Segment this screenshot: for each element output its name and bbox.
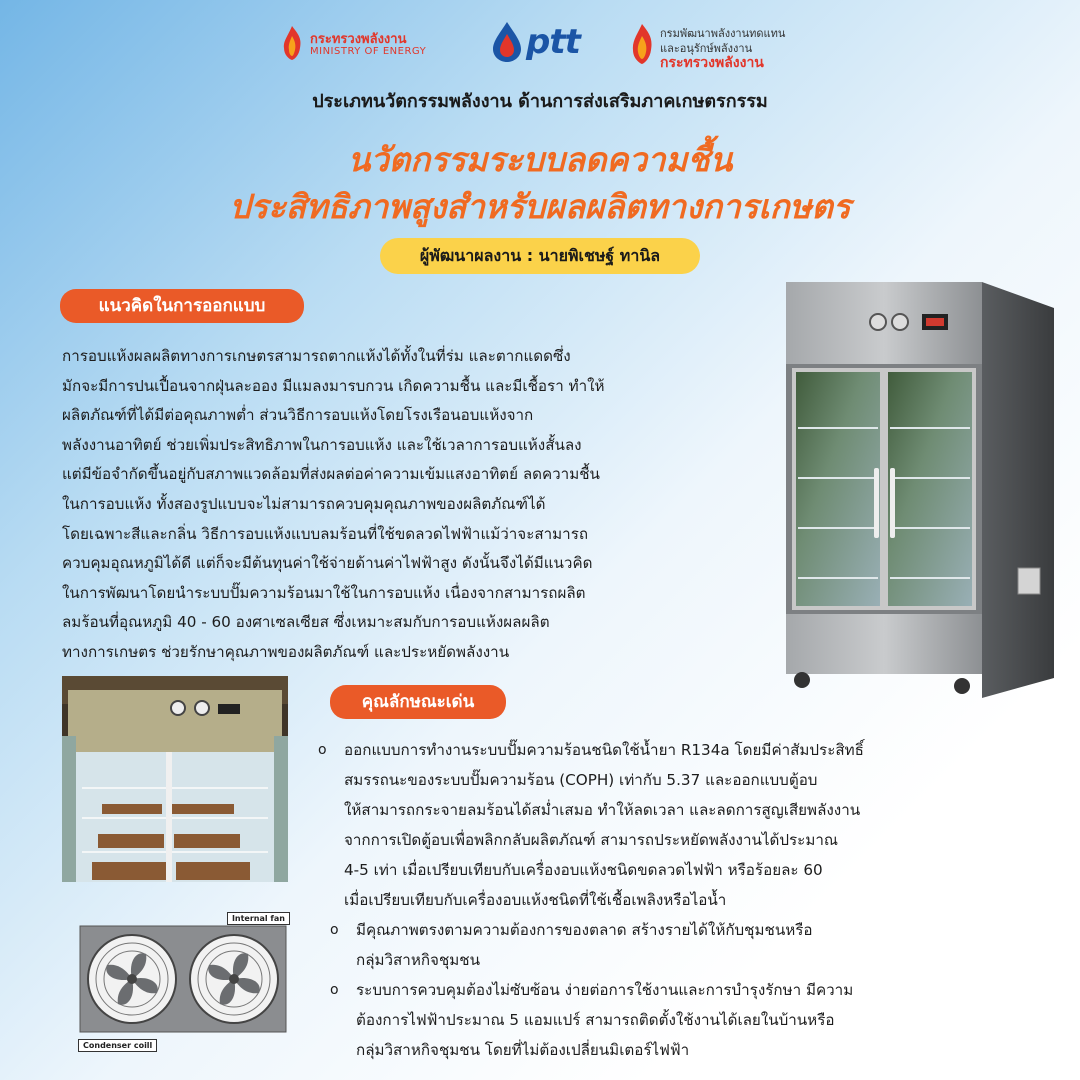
features-list (318, 735, 1048, 1065)
concept-line: ในการพัฒนาโดยนำระบบปั๊มความร้อนมาใช้ในการอบแห้ง เนื่องจากสามารถผลิต (62, 583, 586, 602)
dede-ministry: กระทรวงพลังงาน (660, 55, 764, 71)
feature-line: ให้สามารถกระจายลมร้อนได้สม่ำเสมอ ทำให้ลดเวลา และลดการสูญเสียพลังงาน (344, 801, 861, 819)
concept-line: โดยเฉพาะสีและกลิ่น วิธีการอบแห้งแบบลมร้อนที่ใช้ขดลวดไฟฟ้าแม้ว่าจะสามารถ (62, 524, 589, 543)
feature-item (318, 735, 1048, 915)
feature-line: กลุ่มวิสาหกิจชุมชน โดยที่ไม่ต้องเปลี่ยนมิเตอร์ไฟฟ้า (356, 1041, 690, 1059)
concept-line: ควบคุมอุณหภูมิได้ดี แต่ก็จะมีต้นทุนค่าใช้จ่ายด้านค่าไฟฟ้าสูง ดังนั้นจึงได้มีแนวคิด (62, 554, 593, 573)
category-heading: ประเภทนวัตกรรมพลังงาน ด้านการส่งเสริมภาคเกษตรกรรม (312, 91, 768, 112)
feature-line: มีคุณภาพตรงตามความต้องการของตลาด สร้างรายได้ให้กับชุมชนหรือ (356, 921, 813, 939)
internal-fan-label: Internal fan (227, 912, 290, 925)
feature-line: ออกแบบการทำงานระบบปั๊มความร้อนชนิดใช้น้ำยา R134a โดยมีค่าสัมประสิทธิ์ (344, 741, 864, 759)
condenser-coil-label: Condenser coill (78, 1039, 157, 1052)
fan-icon (88, 935, 176, 1023)
bullet-icon: o (330, 922, 339, 938)
feature-line: สมรรถนะของระบบปั๊มความร้อน (COPH) เท่ากับ 5.37 และออกแบบตู้อบ (344, 771, 818, 789)
concept-line: แต่มีข้อจำกัดขึ้นอยู่กับสภาพแวดล้อมที่ส่งผลต่อค่าความเข้มแสงอาทิตย์ ลดความชื้น (62, 465, 600, 484)
concept-line: มักจะมีการปนเปื้อนจากฝุ่นละออง มีแมลงมารบกวน เกิดความชื้น และมีเชื้อรา ทำให้ (62, 376, 605, 395)
feature-line: เมื่อเปรียบเทียบกับเครื่องอบแห้งชนิดที่ใช้เชื้อเพลิงหรือไอน้ำ (344, 891, 727, 909)
bullet-icon: o (330, 982, 339, 998)
flame-icon (628, 22, 656, 66)
moe-thai-name: กระทรวงพลังงาน (310, 32, 407, 47)
concept-line: ในการอบแห้ง ทั้งสองรูปแบบจะไม่สามารถควบคุมคุณภาพของผลิตภัณฑ์ได้ (62, 494, 546, 513)
developer-badge: ผู้พัฒนาผลงาน : นายพิเชษฐ์ ทานิล (380, 238, 700, 274)
dede-name-line2: และอนุรักษ์พลังงาน (660, 42, 753, 55)
concept-line: ทางการเกษตร ช่วยรักษาคุณภาพของผลิตภัณฑ์ และประหยัดพลังงาน (62, 642, 510, 661)
dryer-cabinet-photo (782, 278, 1058, 702)
fan-diagram-graphic (76, 910, 292, 1056)
ptt-logo (490, 20, 590, 66)
concept-line: พลังงานอาทิตย์ ช่วยเพิ่มประสิทธิภาพในการอบแห้ง และใช้เวลาการอบแห้งสั้นลง (62, 435, 582, 454)
feature-line: ต้องการไฟฟ้าประมาณ 5 แอมแปร์ สามารถติดตั้งใช้งานได้เลยในบ้านหรือ (356, 1011, 835, 1029)
fan-icon (190, 935, 278, 1023)
title-line-2: ประสิทธิภาพสูงสำหรับผลผลิตทางการเกษตร (229, 187, 851, 226)
fan-diagram (76, 910, 292, 1056)
feature-line: จากการเปิดตู้อบเพื่อพลิกกลับผลิตภัณฑ์ สามารถประหยัดพลังงานได้ประมาณ (344, 831, 838, 849)
feature-item (330, 915, 1048, 975)
dede-logo (628, 22, 828, 71)
ptt-wordmark: ptt (526, 22, 580, 62)
concept-line: ลมร้อนที่อุณหภูมิ 40 - 60 องศาเซลเซียส ซึ่งเหมาะสมกับการอบแห้งผลผลิต (62, 613, 550, 632)
feature-line: 4-5 เท่า เมื่อเปรียบเทียบกับเครื่องอบแห้งชนิดขดลวดไฟฟ้า หรือร้อยละ 60 (344, 861, 823, 879)
feature-item (330, 975, 1048, 1065)
ptt-drop-icon (490, 20, 524, 64)
concept-paragraph (62, 342, 768, 668)
bullet-icon: o (318, 742, 327, 758)
cabinet-interior-photo (62, 676, 288, 882)
flame-icon (278, 24, 306, 62)
moe-english-name: MINISTRY OF ENERGY (310, 46, 427, 57)
feature-line: กลุ่มวิสาหกิจชุมชน (356, 951, 480, 969)
ministry-of-energy-logo (278, 24, 453, 64)
features-heading: คุณลักษณะเด่น (330, 685, 506, 719)
concept-line: การอบแห้งผลผลิตทางการเกษตรสามารถตากแห้งได้ทั้งในที่ร่ม และตากแดดซึ่ง (62, 347, 571, 365)
title-line-1: นวัตกรรมระบบลดความชื้น (347, 140, 733, 179)
concept-heading: แนวคิดในการออกแบบ (60, 289, 304, 323)
concept-line: ผลิตภัณฑ์ที่ได้มีต่อคุณภาพต่ำ ส่วนวิธีการอบแห้งโดยโรงเรือนอบแห้งจาก (62, 406, 534, 425)
feature-line: ระบบการควบคุมต้องไม่ซับซ้อน ง่ายต่อการใช้งานและการบำรุงรักษา มีความ (356, 981, 854, 999)
dede-name-line1: กรมพัฒนาพลังงานทดแทน (660, 27, 786, 40)
